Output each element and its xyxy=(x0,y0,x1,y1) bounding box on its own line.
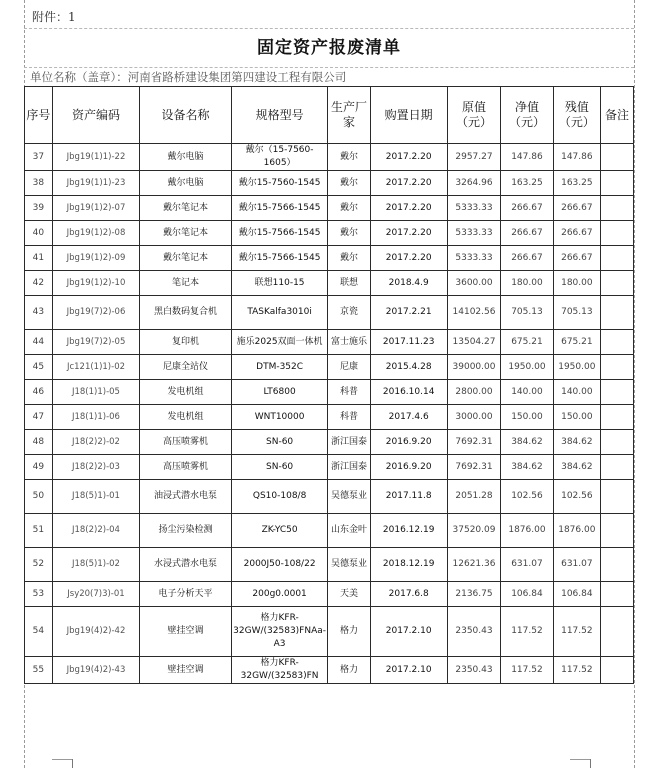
cell-note xyxy=(601,355,634,380)
cell-equipment-name: 水浸式潜水电泵 xyxy=(140,548,232,582)
cell-asset-code: Jbg19(1)2)-08 xyxy=(52,221,139,246)
attachment-label: 附件：1 xyxy=(24,6,634,29)
cell-note xyxy=(601,405,634,430)
table-row xyxy=(25,196,634,221)
cell-seq: 44 xyxy=(25,330,53,355)
cell-manufacturer: 富士施乐 xyxy=(328,330,370,355)
cell-asset-code: Jbg19(4)2)-43 xyxy=(52,657,139,684)
cell-model: 格力KFR-32GW/(32583)FN xyxy=(231,657,328,684)
cell-equipment-name: 黑白数码复合机 xyxy=(140,296,232,330)
cell-purchase-date: 2017.2.20 xyxy=(370,196,447,221)
table-header-row xyxy=(25,87,634,144)
cell-purchase-date: 2017.11.8 xyxy=(370,480,447,514)
cell-seq: 40 xyxy=(25,221,53,246)
cell-note xyxy=(601,582,634,607)
header-asset-code: 资产编码 xyxy=(52,87,139,144)
cell-note xyxy=(601,514,634,548)
cell-note xyxy=(601,330,634,355)
cell-residual-value: 117.52 xyxy=(553,657,600,684)
cell-original-value: 2051.28 xyxy=(447,480,500,514)
cell-model: SN-60 xyxy=(231,430,328,455)
header-note: 备注 xyxy=(601,87,634,144)
cell-purchase-date: 2017.2.10 xyxy=(370,607,447,657)
cell-net-value: 150.00 xyxy=(501,405,553,430)
cell-original-value: 5333.33 xyxy=(447,221,500,246)
cell-model: 格力KFR-32GW/(32583)FNAa-A3 xyxy=(231,607,328,657)
cell-seq: 41 xyxy=(25,246,53,271)
cell-model: 戴尔15-7566-1545 xyxy=(231,246,328,271)
cell-net-value: 106.84 xyxy=(501,582,553,607)
cell-asset-code: Jbg19(1)1)-22 xyxy=(52,144,139,171)
table-row xyxy=(25,271,634,296)
cell-seq: 37 xyxy=(25,144,53,171)
table-row xyxy=(25,405,634,430)
cell-original-value: 2350.43 xyxy=(447,657,500,684)
cell-asset-code: J18(2)2)-02 xyxy=(52,430,139,455)
table-row xyxy=(25,330,634,355)
cell-original-value: 7692.31 xyxy=(447,430,500,455)
cell-manufacturer: 科普 xyxy=(328,405,370,430)
cell-note xyxy=(601,271,634,296)
table-body xyxy=(25,144,634,684)
cell-asset-code: Jbg19(7)2)-05 xyxy=(52,330,139,355)
cell-manufacturer: 京瓷 xyxy=(328,296,370,330)
cell-original-value: 12621.36 xyxy=(447,548,500,582)
cell-equipment-name: 发电机组 xyxy=(140,405,232,430)
cell-manufacturer: 尼康 xyxy=(328,355,370,380)
cell-manufacturer: 戴尔 xyxy=(328,221,370,246)
cell-residual-value: 180.00 xyxy=(553,271,600,296)
cell-net-value: 163.25 xyxy=(501,171,553,196)
cell-note xyxy=(601,196,634,221)
table-row xyxy=(25,514,634,548)
cell-seq: 55 xyxy=(25,657,53,684)
cell-net-value: 102.56 xyxy=(501,480,553,514)
cell-asset-code: Jbg19(4)2)-42 xyxy=(52,607,139,657)
header-manufacturer: 生产厂家 xyxy=(328,87,370,144)
cell-equipment-name: 发电机组 xyxy=(140,380,232,405)
page-margin-guide-right xyxy=(634,0,635,768)
cell-asset-code: Jbg19(1)2)-09 xyxy=(52,246,139,271)
cell-seq: 46 xyxy=(25,380,53,405)
cell-original-value: 3600.00 xyxy=(447,271,500,296)
cell-seq: 45 xyxy=(25,355,53,380)
cell-equipment-name: 戴尔笔记本 xyxy=(140,221,232,246)
cell-manufacturer: 吴德泵业 xyxy=(328,548,370,582)
cell-seq: 43 xyxy=(25,296,53,330)
cell-seq: 42 xyxy=(25,271,53,296)
cell-net-value: 117.52 xyxy=(501,657,553,684)
cell-net-value: 705.13 xyxy=(501,296,553,330)
cell-residual-value: 140.00 xyxy=(553,380,600,405)
cell-model: 戴尔（15-7560-1605） xyxy=(231,144,328,171)
cell-asset-code: Jbg19(1)2)-07 xyxy=(52,196,139,221)
cell-purchase-date: 2018.4.9 xyxy=(370,271,447,296)
table-row xyxy=(25,380,634,405)
cell-manufacturer: 科普 xyxy=(328,380,370,405)
table-row xyxy=(25,548,634,582)
cell-purchase-date: 2017.11.23 xyxy=(370,330,447,355)
cell-asset-code: Jsy20(7)3)-01 xyxy=(52,582,139,607)
cell-net-value: 266.67 xyxy=(501,246,553,271)
cell-purchase-date: 2017.6.8 xyxy=(370,582,447,607)
cell-residual-value: 147.86 xyxy=(553,144,600,171)
cell-residual-value: 631.07 xyxy=(553,548,600,582)
cell-asset-code: Jbg19(1)1)-23 xyxy=(52,171,139,196)
cell-purchase-date: 2016.9.20 xyxy=(370,430,447,455)
cell-net-value: 140.00 xyxy=(501,380,553,405)
header-net-value: 净值（元） xyxy=(501,87,553,144)
cell-purchase-date: 2018.12.19 xyxy=(370,548,447,582)
cell-equipment-name: 戴尔笔记本 xyxy=(140,196,232,221)
cell-seq: 52 xyxy=(25,548,53,582)
cell-manufacturer: 格力 xyxy=(328,607,370,657)
cell-seq: 49 xyxy=(25,455,53,480)
cell-note xyxy=(601,171,634,196)
cell-original-value: 3000.00 xyxy=(447,405,500,430)
cell-model: 戴尔15-7566-1545 xyxy=(231,221,328,246)
cell-equipment-name: 尼康全站仪 xyxy=(140,355,232,380)
cell-residual-value: 266.67 xyxy=(553,196,600,221)
cell-manufacturer: 浙江国泰 xyxy=(328,455,370,480)
header-equipment-name: 设备名称 xyxy=(140,87,232,144)
table-row xyxy=(25,221,634,246)
cell-residual-value: 150.00 xyxy=(553,405,600,430)
cell-original-value: 3264.96 xyxy=(447,171,500,196)
cell-purchase-date: 2017.2.21 xyxy=(370,296,447,330)
cell-asset-code: J18(5)1)-02 xyxy=(52,548,139,582)
cell-original-value: 13504.27 xyxy=(447,330,500,355)
cell-net-value: 117.52 xyxy=(501,607,553,657)
cell-note xyxy=(601,548,634,582)
cell-residual-value: 266.67 xyxy=(553,246,600,271)
header-original-value: 原值（元） xyxy=(447,87,500,144)
cell-seq: 54 xyxy=(25,607,53,657)
cell-manufacturer: 戴尔 xyxy=(328,144,370,171)
header-seq: 序号 xyxy=(25,87,53,144)
cell-net-value: 180.00 xyxy=(501,271,553,296)
cell-equipment-name: 壁挂空调 xyxy=(140,657,232,684)
cell-equipment-name: 复印机 xyxy=(140,330,232,355)
cell-equipment-name: 油浸式潜水电泵 xyxy=(140,480,232,514)
cell-seq: 50 xyxy=(25,480,53,514)
page-corner-mark xyxy=(72,759,73,768)
cell-model: DTM-352C xyxy=(231,355,328,380)
cell-original-value: 5333.33 xyxy=(447,246,500,271)
page-corner-mark xyxy=(590,759,591,768)
cell-manufacturer: 浙江国泰 xyxy=(328,430,370,455)
cell-purchase-date: 2017.2.20 xyxy=(370,171,447,196)
cell-residual-value: 1876.00 xyxy=(553,514,600,548)
cell-model: 戴尔15-7560-1545 xyxy=(231,171,328,196)
cell-model: LT6800 xyxy=(231,380,328,405)
cell-asset-code: J18(2)2)-03 xyxy=(52,455,139,480)
cell-model: ZK-YC50 xyxy=(231,514,328,548)
cell-original-value: 2350.43 xyxy=(447,607,500,657)
table-row xyxy=(25,171,634,196)
cell-original-value: 39000.00 xyxy=(447,355,500,380)
cell-model: SN-60 xyxy=(231,455,328,480)
cell-model: 200g0.0001 xyxy=(231,582,328,607)
cell-seq: 53 xyxy=(25,582,53,607)
cell-net-value: 266.67 xyxy=(501,221,553,246)
cell-manufacturer: 戴尔 xyxy=(328,171,370,196)
cell-purchase-date: 2016.12.19 xyxy=(370,514,447,548)
cell-manufacturer: 戴尔 xyxy=(328,246,370,271)
table-row xyxy=(25,355,634,380)
cell-purchase-date: 2017.2.20 xyxy=(370,144,447,171)
cell-equipment-name: 电子分析天平 xyxy=(140,582,232,607)
cell-manufacturer: 格力 xyxy=(328,657,370,684)
cell-asset-code: J18(1)1)-05 xyxy=(52,380,139,405)
cell-equipment-name: 高压喷雾机 xyxy=(140,455,232,480)
table-row xyxy=(25,582,634,607)
cell-model: WNT10000 xyxy=(231,405,328,430)
cell-asset-code: J18(5)1)-01 xyxy=(52,480,139,514)
cell-note xyxy=(601,607,634,657)
table-row xyxy=(25,607,634,657)
header-model: 规格型号 xyxy=(231,87,328,144)
header-purchase-date: 购置日期 xyxy=(370,87,447,144)
cell-net-value: 384.62 xyxy=(501,455,553,480)
cell-net-value: 147.86 xyxy=(501,144,553,171)
cell-equipment-name: 高压喷雾机 xyxy=(140,430,232,455)
header-residual-value: 残值（元） xyxy=(553,87,600,144)
cell-residual-value: 705.13 xyxy=(553,296,600,330)
cell-note xyxy=(601,380,634,405)
asset-disposal-table xyxy=(24,86,634,684)
cell-original-value: 2800.00 xyxy=(447,380,500,405)
cell-model: 2000J50-108/22 xyxy=(231,548,328,582)
cell-purchase-date: 2017.2.10 xyxy=(370,657,447,684)
cell-note xyxy=(601,296,634,330)
cell-seq: 38 xyxy=(25,171,53,196)
cell-original-value: 37520.09 xyxy=(447,514,500,548)
cell-residual-value: 163.25 xyxy=(553,171,600,196)
cell-seq: 51 xyxy=(25,514,53,548)
table-row xyxy=(25,246,634,271)
cell-seq: 47 xyxy=(25,405,53,430)
page-corner-mark xyxy=(52,759,72,760)
cell-note xyxy=(601,144,634,171)
table-row xyxy=(25,480,634,514)
cell-note xyxy=(601,455,634,480)
cell-asset-code: J18(1)1)-06 xyxy=(52,405,139,430)
document-page xyxy=(24,6,634,684)
cell-seq: 48 xyxy=(25,430,53,455)
cell-purchase-date: 2017.2.20 xyxy=(370,221,447,246)
cell-net-value: 1950.00 xyxy=(501,355,553,380)
table-row xyxy=(25,144,634,171)
cell-net-value: 675.21 xyxy=(501,330,553,355)
cell-model: 施乐2025双面一体机 xyxy=(231,330,328,355)
cell-asset-code: Jc121(1)1)-02 xyxy=(52,355,139,380)
cell-note xyxy=(601,657,634,684)
cell-original-value: 2136.75 xyxy=(447,582,500,607)
cell-original-value: 14102.56 xyxy=(447,296,500,330)
cell-residual-value: 117.52 xyxy=(553,607,600,657)
cell-model: QS10-108/8 xyxy=(231,480,328,514)
cell-model: TASKalfa3010i xyxy=(231,296,328,330)
cell-net-value: 384.62 xyxy=(501,430,553,455)
cell-purchase-date: 2016.9.20 xyxy=(370,455,447,480)
cell-note xyxy=(601,430,634,455)
cell-purchase-date: 2017.2.20 xyxy=(370,246,447,271)
cell-model: 联想110-15 xyxy=(231,271,328,296)
cell-residual-value: 106.84 xyxy=(553,582,600,607)
cell-equipment-name: 戴尔电脑 xyxy=(140,144,232,171)
cell-net-value: 266.67 xyxy=(501,196,553,221)
cell-original-value: 2957.27 xyxy=(447,144,500,171)
cell-equipment-name: 戴尔笔记本 xyxy=(140,246,232,271)
cell-seq: 39 xyxy=(25,196,53,221)
table-row xyxy=(25,296,634,330)
page-corner-mark xyxy=(570,759,590,760)
table-row xyxy=(25,657,634,684)
cell-asset-code: J18(2)2)-04 xyxy=(52,514,139,548)
cell-manufacturer: 吴德泵业 xyxy=(328,480,370,514)
cell-original-value: 7692.31 xyxy=(447,455,500,480)
cell-net-value: 631.07 xyxy=(501,548,553,582)
cell-manufacturer: 山东金叶 xyxy=(328,514,370,548)
cell-residual-value: 384.62 xyxy=(553,430,600,455)
cell-residual-value: 384.62 xyxy=(553,455,600,480)
table-row xyxy=(25,455,634,480)
unit-name-line: 单位名称（盖章）：河南省路桥建设集团第四建设工程有限公司 xyxy=(30,70,347,84)
cell-residual-value: 102.56 xyxy=(553,480,600,514)
cell-equipment-name: 笔记本 xyxy=(140,271,232,296)
cell-residual-value: 266.67 xyxy=(553,221,600,246)
cell-purchase-date: 2015.4.28 xyxy=(370,355,447,380)
cell-residual-value: 675.21 xyxy=(553,330,600,355)
cell-manufacturer: 戴尔 xyxy=(328,196,370,221)
cell-note xyxy=(601,480,634,514)
cell-note xyxy=(601,246,634,271)
cell-net-value: 1876.00 xyxy=(501,514,553,548)
cell-purchase-date: 2017.4.6 xyxy=(370,405,447,430)
cell-residual-value: 1950.00 xyxy=(553,355,600,380)
cell-note xyxy=(601,221,634,246)
cell-model: 戴尔15-7566-1545 xyxy=(231,196,328,221)
cell-manufacturer: 联想 xyxy=(328,271,370,296)
cell-asset-code: Jbg19(1)2)-10 xyxy=(52,271,139,296)
cell-asset-code: Jbg19(7)2)-06 xyxy=(52,296,139,330)
table-row xyxy=(25,430,634,455)
cell-manufacturer: 天美 xyxy=(328,582,370,607)
document-title: 固定资产报废清单 xyxy=(24,29,634,68)
cell-purchase-date: 2016.10.14 xyxy=(370,380,447,405)
cell-equipment-name: 扬尘污染检测 xyxy=(140,514,232,548)
cell-equipment-name: 戴尔电脑 xyxy=(140,171,232,196)
cell-original-value: 5333.33 xyxy=(447,196,500,221)
cell-equipment-name: 壁挂空调 xyxy=(140,607,232,657)
